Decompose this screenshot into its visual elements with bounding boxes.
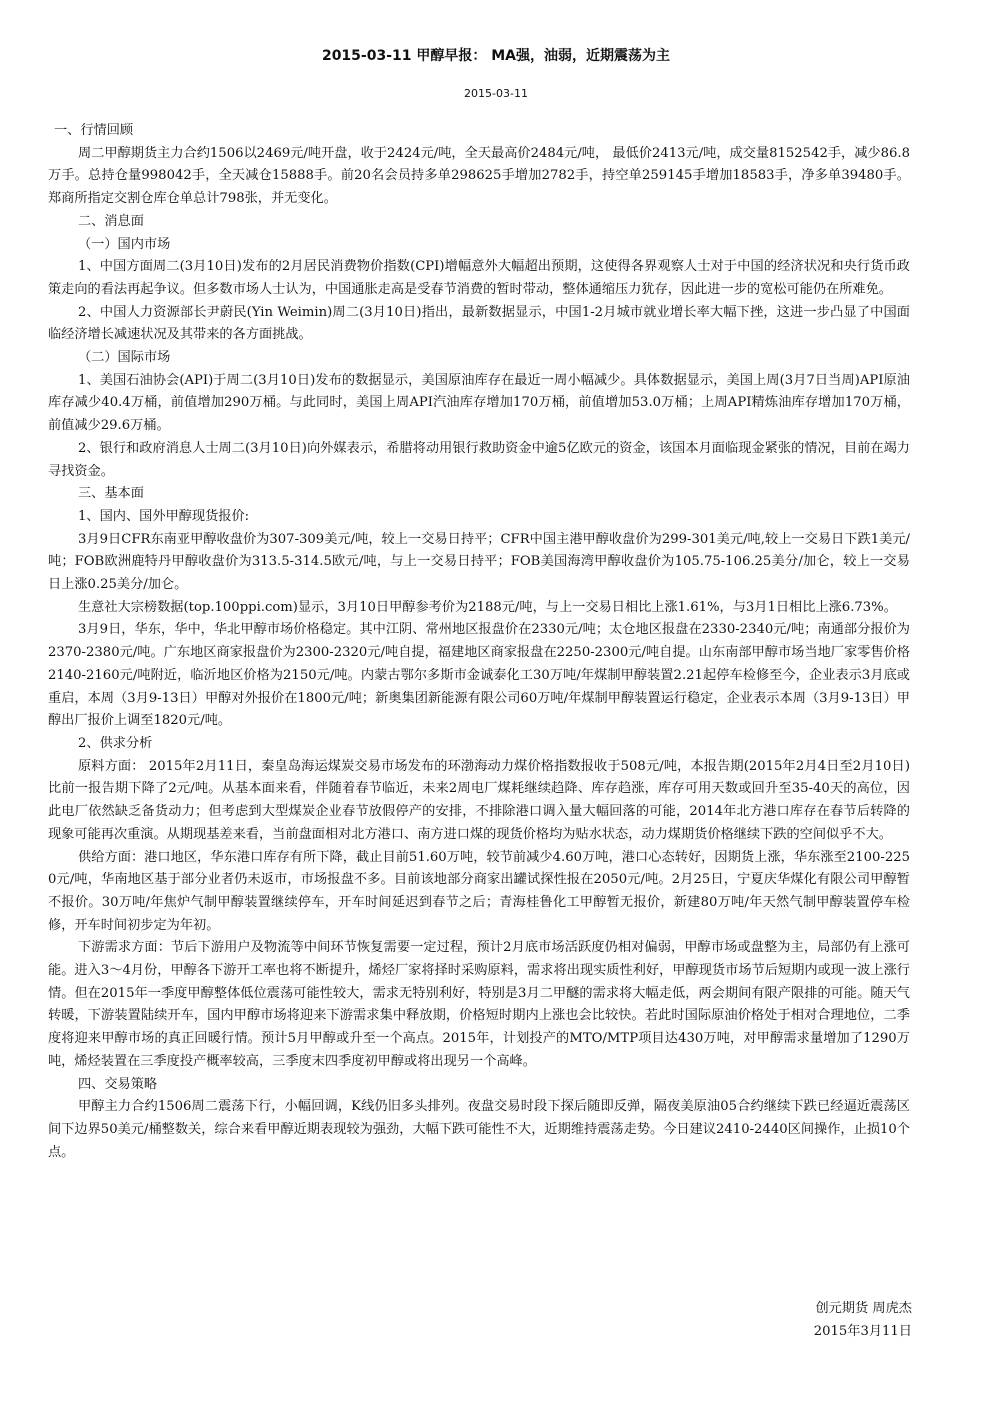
signature-block <box>814 1297 912 1343</box>
section-heading-market-review: 一、行情回顾 <box>54 123 134 138</box>
paragraph-supply: 供给方面：港口地区，华东港口库存有所下降，截止目前51.60万吨，较节前减少4.60万吨，港口心态转好，因期货上涨，华东涨至2100-2250元/吨，华南地区基于部分业者仍未返市，市场报盘不多。目前该地部分商家出罐试探性报在2050元/吨。2月25日，宁夏庆华煤化有限公司甲醇暂不报价。30万吨/年焦炉气制甲醇装置继续停车，开车时间延迟到春节之后；青海桂鲁化工甲醇暂无报价，新建80万吨/年天然气制甲醇装置停车检修，开车时间初步定为年初。 <box>48 849 910 933</box>
paragraph-spot-prices-2: 生意社大宗榜数据(top.100ppi.com)显示，3月10日甲醇参考价为2188元/吨，与上一交易日相比上涨1.61%，与3月1日相比上涨6.73%。 <box>78 599 897 615</box>
paragraph-raw-materials: 原料方面： 2015年2月11日，秦皇岛海运煤炭交易市场发布的环渤海动力煤价格指数报收于508元/吨，本报告期(2015年2月4日至2月10日)比前一报告期下降了2元/吨。从基本面来看，伴随着春节临近，未来2周电厂煤耗继续趋降、库存趋涨，库存可用天数或回升至35-40天的高位，因此电厂依然缺乏备货动力；但考虑到大型煤炭企业春节放假停产的安排，不排除港口调入量大幅回落的可能，2014年北方港口库存在春节后转降的现象可能再次重演。从期现基差来看，当前盘面相对北方港口、南方进口煤的现货价格均为贴水状态，动力煤期货价格继续下跌的空间似乎不大。 <box>48 758 910 842</box>
subsection-heading-supply-demand: 2、供求分析 <box>78 735 153 751</box>
section-heading-news: 二、消息面 <box>78 213 144 229</box>
section-heading-strategy: 四、交易策略 <box>78 1076 158 1092</box>
paragraph-spot-prices-3: 3月9日，华东，华中，华北甲醇市场价格稳定。其中江阴、常州地区报盘价在2330元/吨；太仓地区报盘在2330-2340元/吨；南通部分报价为2370-2380元/吨。广东地区商家报盘价为2300-2320元/吨自提，福建地区商家报盘在2250-2300元/吨自提。山东南部甲醇市场当地厂家零售价格2140-2160元/吨附近，临沂地区价格为2150元/吨。内蒙古鄂尔多斯市金诚泰化工30万吨/年煤制甲醇装置2.21起停车检修至今，企业表示3月底或重启，本周（3月9-13日）甲醇对外报价在1800元/吨；新奥集团新能源有限公司60万吨/年煤制甲醇装置运行稳定，企业表示本周（3月9-13日）甲醇出厂报价上调至1820元/吨。 <box>48 622 910 729</box>
paragraph-market-review: 周二甲醇期货主力合约1506以2469元/吨开盘，收于2424元/吨，全天最高价2484元/吨， 最低价2413元/吨，成交量8152542手，减少86.8万手。总持仓量998042手，全天减仓15888手。前20名会员持多单298625手增加2782手，持空单259145手增加18583手，净多单39480手。郑商所指定交割仓库仓单总计798张，并无变化。 <box>48 145 910 207</box>
signature-date: 2015年3月11日 <box>813 1324 912 1339</box>
report-date: 2015-03-11 <box>464 87 528 100</box>
paragraph-domestic-2: 2、中国人力资源部长尹蔚民(Yin Weimin)周二(3月10日)指出，最新数据显示，中国1-2月城市就业增长率大幅下挫，这进一步凸显了中国面临经济增长减速状况及其带来的各方面挑战。 <box>48 304 910 343</box>
paragraph-strategy: 甲醇主力合约1506周二震荡下行，小幅回调，K线仍旧多头排列。夜盘交易时段下探后随即反弹，隔夜美原油05合约继续下跌已经逼近震荡区间下边界50美元/桶整数关，综合来看甲醇近期表现较为强劲，大幅下跌可能性不大，近期维持震荡走势。今日建议2410-2440区间操作，止损10个点。 <box>48 1099 910 1160</box>
report-title: 2015-03-11 甲醇早报： MA强，油弱，近期震荡为主 <box>321 48 671 64</box>
section-heading-fundamentals: 三、基本面 <box>78 486 144 502</box>
paragraph-spot-prices-1: 3月9日CFR东南亚甲醇收盘价为307-309美元/吨，较上一交易日持平；CFR中国主港甲醇收盘价为299-301美元/吨,较上一交易日下跌1美元/吨；FOB欧洲鹿特丹甲醇收盘价为313.5-314.5欧元/吨，与上一交易日持平；FOB美国海湾甲醇收盘价为105.75-106.25美分/加仑，较上一交易日上涨0.25美分/加仑。 <box>48 531 910 593</box>
report-body <box>48 120 910 1164</box>
paragraph-domestic-1: 1、中国方面周二(3月10日)发布的2月居民消费物价指数(CPI)增幅意外大幅超出预期，这使得各界观察人士对于中国的经济状况和央行货币政策走向的看法再起争议。但多数市场人士认为，中国通胀走高是受春节消费的暂时带动，整体通缩压力犹存，因此进一步的宽松可能仍在所难免。 <box>48 259 910 297</box>
subsection-heading-international: （二）国际市场 <box>78 350 171 366</box>
subsection-heading-domestic: （一）国内市场 <box>78 236 171 252</box>
paragraph-downstream-demand: 下游需求方面：节后下游用户及物流等中间环节恢复需要一定过程，预计2月底市场活跃度仍相对偏弱，甲醇市场或盘整为主，局部仍有上涨可能。进入3～4月份，甲醇各下游开工率也将不断提升，烯烃厂家将择时采购原料，需求将出现实质性利好，甲醇现货市场节后短期内或现一波上涨行情。但在2015年一季度甲醇整体低位震荡可能性较大，需求无特别利好，特别是3月二甲醚的需求将大幅走低，两会期间有限产限排的可能。随天气转暖，下游装置陆续开车，国内甲醇市场将迎来下游需求集中释放期，价格短时期内上涨也会比较快。若此时国际原油价格处于相对合理地位，二季度将迎来甲醇市场的真正回暖行情。预计5月甲醇或升至一个高点。2015年，计划投产的MTO/MTP项目达430万吨，对甲醇需求量增加了1290万吨，烯烃装置在三季度投产概率较高，三季度末四季度初甲醇或将出现另一个高峰。 <box>48 940 910 1069</box>
signature-author: 创元期货 周虎杰 <box>815 1301 912 1316</box>
paragraph-international-1: 1、美国石油协会(API)于周二(3月10日)发布的数据显示，美国原油库存在最近一周小幅减少。具体数据显示，美国上周(3月7日当周)API原油库存减少40.4万桶，前值增加290万桶。与此同时，美国上周API汽油库存增加170万桶，前值增加53.0万桶；上周API精炼油库存增加170万桶，前值减少29.6万桶。 <box>48 372 910 434</box>
paragraph-international-2: 2、银行和政府消息人士周二(3月10日)向外媒表示，希腊将动用银行救助资金中逾5亿欧元的资金，该国本月面临现金紧张的情况，目前在竭力寻找资金。 <box>48 440 910 479</box>
subsection-heading-spot-prices: 1、国内、国外甲醇现货报价: <box>78 508 250 524</box>
